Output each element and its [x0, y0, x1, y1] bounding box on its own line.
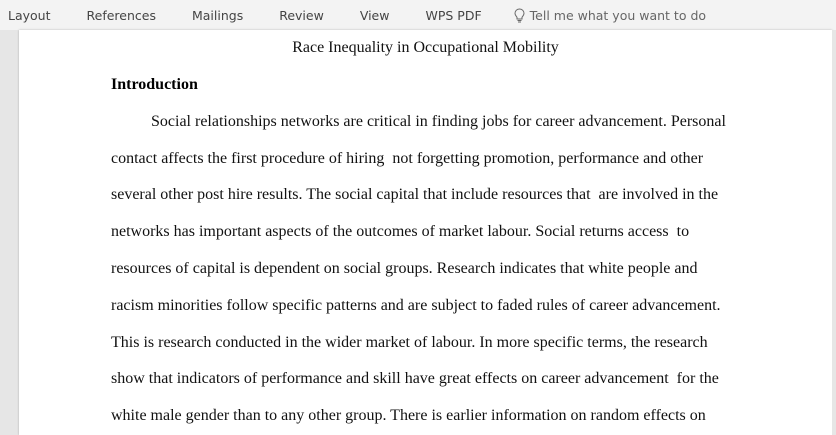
lightbulb-icon — [514, 8, 525, 23]
tell-me-placeholder: Tell me what you want to do — [529, 7, 707, 23]
paragraph-line: resources of capital is dependent on social groups. Research indicates that white people and — [111, 260, 698, 277]
tab-view[interactable]: View — [359, 7, 390, 23]
paragraph-line: Social relationships networks are critical in finding jobs for career advancement. Personal — [111, 113, 726, 130]
tab-mailings[interactable]: Mailings — [191, 7, 244, 23]
tell-me-search[interactable] — [492, 8, 706, 23]
document-title: Race Inequality in Occupational Mobility — [292, 39, 559, 56]
paragraph-line: networks has important aspects of the outcomes of market labour. Social returns access to — [111, 223, 690, 240]
section-heading: Introduction — [111, 76, 198, 93]
tab-review[interactable]: Review — [279, 7, 324, 23]
paragraph-line: several other post hire results. The social capital that include resources that are involved in the — [111, 186, 719, 203]
paragraph-line: This is research conducted in the wider market of labour. In more specific terms, the research — [111, 334, 708, 351]
vertical-scrollbar[interactable] — [832, 30, 836, 435]
document-page[interactable] — [19, 30, 832, 435]
ribbon-tab-bar — [0, 0, 836, 30]
paragraph-line: racism minorities follow specific patterns and are subject to faded rules of career advancement. — [111, 297, 721, 314]
tab-wps-pdf[interactable]: WPS PDF — [425, 7, 482, 23]
tab-layout[interactable]: Layout — [8, 7, 51, 23]
paragraph-line: show that indicators of performance and skill have great effects on career advancement for the — [111, 370, 719, 387]
paragraph-line: contact affects the first procedure of hiring not forgetting promotion, performance and other — [111, 150, 704, 167]
tab-references[interactable]: References — [86, 7, 156, 23]
paragraph-line: white male gender than to any other group. There is earlier information on random effects on — [111, 407, 706, 424]
